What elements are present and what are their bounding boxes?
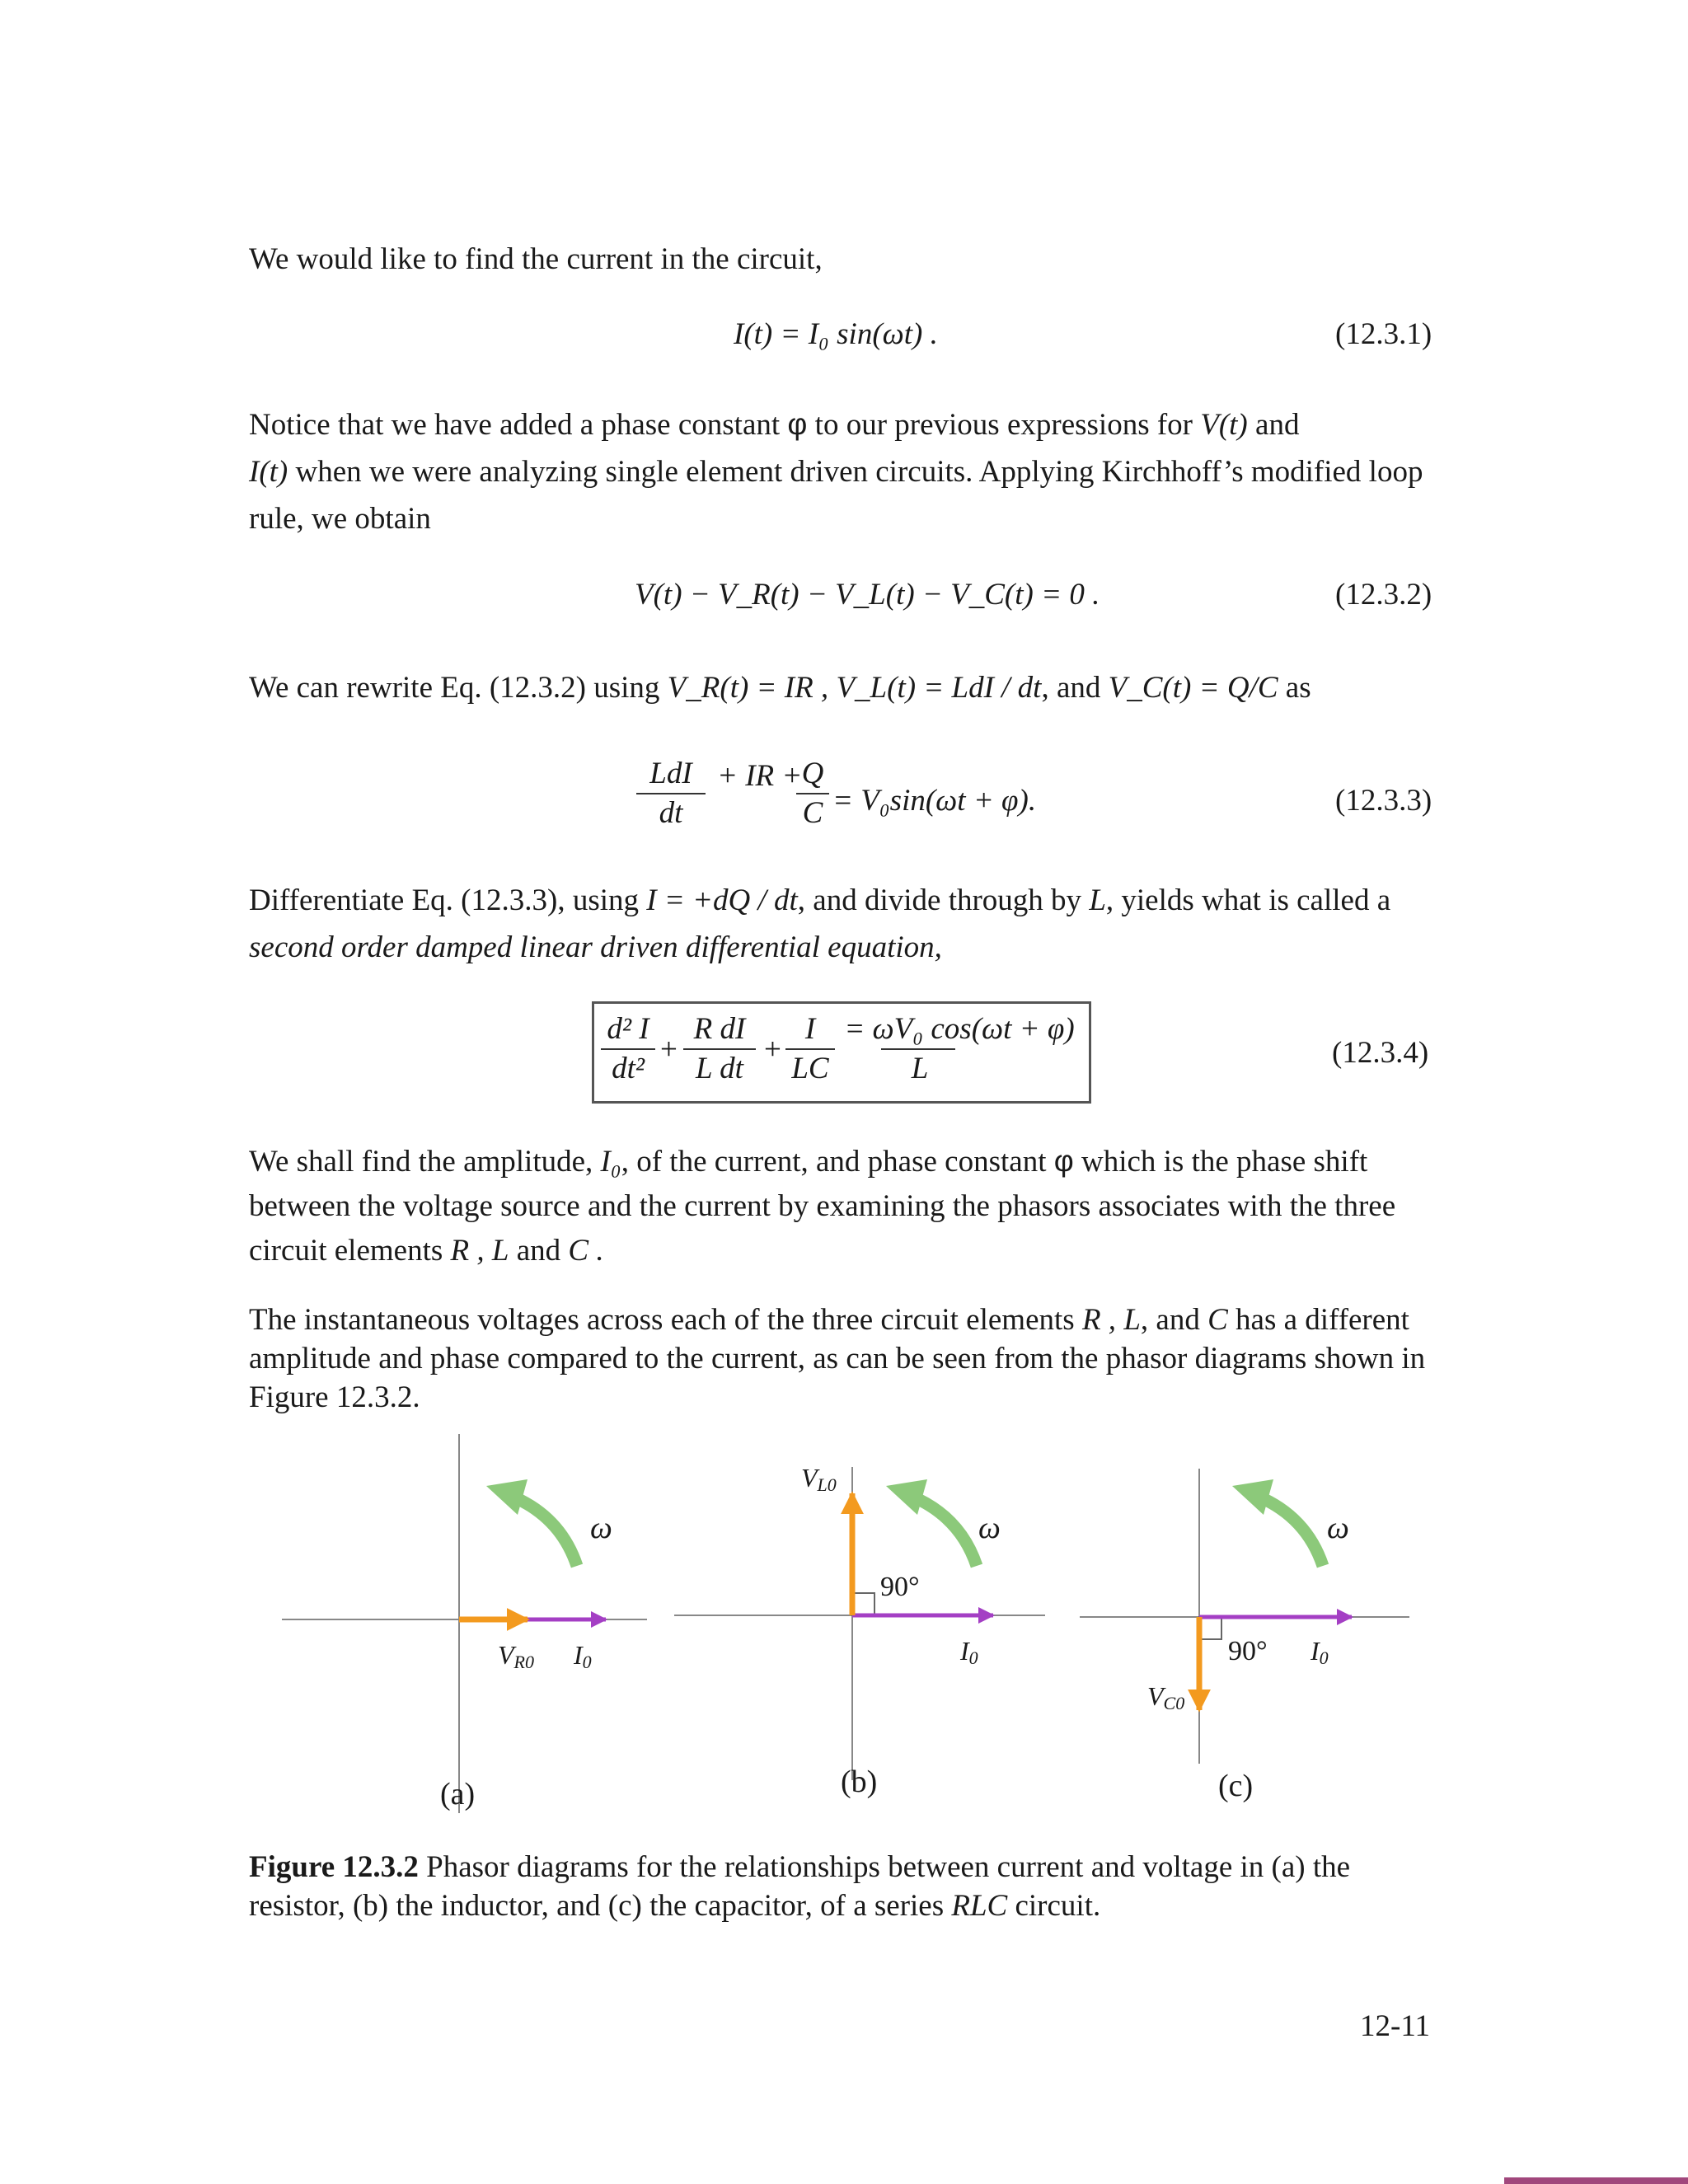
- symbol-i0: I₀: [600, 1145, 621, 1179]
- rotation-arrow-icon: [1257, 1496, 1323, 1566]
- equation-rhs: = V₀sin(ωt + φ).: [832, 784, 1037, 818]
- fraction-denominator: dt²: [612, 1052, 645, 1085]
- fraction-numerator: Q: [801, 757, 824, 790]
- fraction-denominator: dt: [659, 796, 683, 830]
- vector-symbol: I: [574, 1640, 583, 1670]
- phasor-panel-c: [1080, 1469, 1409, 1764]
- symbol-vt: V(t): [1200, 408, 1248, 442]
- angle-label-c: 90°: [1228, 1636, 1268, 1666]
- vector-symbol: I: [1311, 1636, 1320, 1666]
- emphasis-text: second order damped linear driven differential equation,: [249, 930, 942, 964]
- equation-term-ir: + IR +: [717, 759, 803, 793]
- vector-subscript: 0: [582, 1652, 592, 1672]
- text-span: Phasor diagrams for the relationships between current and voltage in (a) the resistor, (b) the inductor, and (c) the capacitor, of a series: [249, 1850, 1351, 1923]
- text-span: and: [509, 1234, 569, 1268]
- equation-number-12-3-2: (12.3.2): [1335, 578, 1432, 612]
- symbol-rlc: RLC: [951, 1889, 1008, 1923]
- vector-symbol: V: [1147, 1681, 1164, 1711]
- equation-number-12-3-4: (12.3.4): [1332, 1036, 1429, 1070]
- text-span: , and: [1041, 671, 1109, 705]
- fraction-denominator: L: [911, 1052, 929, 1085]
- voltage-label-a: [498, 1640, 534, 1673]
- rotation-arrowhead-icon: [486, 1479, 528, 1515]
- symbol-r: R ,: [450, 1234, 485, 1268]
- text-span: We can rewrite Eq. (12.3.2) using: [249, 671, 668, 705]
- vector-symbol: V: [498, 1640, 514, 1670]
- text-span: , and divide through by: [797, 883, 1090, 917]
- equation-number-12-3-1: (12.3.1): [1335, 317, 1432, 351]
- text-span: when we were analyzing single element driven circuits. Applying Kirchhoff’s modified loop rule, we obtain: [249, 455, 1423, 536]
- vector-subscript: C0: [1163, 1693, 1185, 1713]
- voltage-label-b: [801, 1463, 837, 1496]
- text-span: to our previous expressions for: [807, 408, 1201, 442]
- fraction-denominator: LC: [791, 1052, 829, 1085]
- fraction-numerator: = ωV₀ cos(ωt + φ): [844, 1012, 1075, 1046]
- text-span: as: [1278, 671, 1311, 705]
- text-span: and: [1247, 408, 1300, 442]
- text-span: The instantaneous voltages across each of the three circuit elements: [249, 1303, 1082, 1337]
- phasor-panel-a: [282, 1434, 647, 1813]
- text-span: , and: [1140, 1303, 1208, 1337]
- current-label-b: [960, 1636, 978, 1669]
- right-angle-marker: [1199, 1617, 1221, 1639]
- equation-vc: V_C(t) = Q/C: [1108, 671, 1278, 705]
- equation-vr: V_R(t) = IR ,: [667, 671, 829, 705]
- angle-label-b: 90°: [880, 1572, 920, 1602]
- plus-sign: +: [764, 1033, 781, 1066]
- omega-label-c: ω: [1327, 1511, 1349, 1545]
- panel-label-c: (c): [1218, 1769, 1254, 1803]
- text-span: Differentiate Eq. (12.3.3), using: [249, 883, 647, 917]
- panel-label-a: (a): [440, 1777, 476, 1811]
- symbol-l: L: [491, 1234, 509, 1268]
- vector-symbol: I: [960, 1636, 969, 1666]
- phi-symbol: φ: [787, 407, 808, 441]
- caption-label: Figure 12.3.2: [249, 1850, 419, 1884]
- vector-subscript: R0: [513, 1652, 534, 1672]
- page-number: 12-11: [1360, 2009, 1430, 2043]
- paragraph-intro: We would like to find the current in the circuit,: [249, 242, 823, 276]
- fraction-denominator: L dt: [696, 1052, 743, 1085]
- equation-12-3-1: I(t) = I₀ sin(ωt) .: [734, 317, 938, 351]
- omega-label-b: ω: [978, 1511, 1001, 1545]
- text-span: , of the current, and phase constant: [621, 1145, 1054, 1179]
- current-label-a: [574, 1640, 592, 1673]
- symbol-l: L: [1123, 1303, 1141, 1337]
- equation-12-3-2: V(t) − V_R(t) − V_L(t) − V_C(t) = 0 .: [635, 578, 1100, 612]
- vector-subscript: 0: [968, 1647, 978, 1668]
- fraction-numerator: d² I: [607, 1012, 649, 1046]
- equation-number-12-3-3: (12.3.3): [1335, 784, 1432, 818]
- omega-label-a: ω: [590, 1511, 612, 1545]
- text-span: has a different amplitude and phase compared to the current, as can be seen from the phasor diagrams shown in Figure 12.3.2.: [249, 1303, 1426, 1414]
- symbol-r: R ,: [1081, 1303, 1117, 1337]
- right-angle-marker: [852, 1593, 874, 1615]
- phi-symbol: φ: [1053, 1144, 1074, 1178]
- symbol-it: I(t): [249, 455, 288, 489]
- rotation-arrowhead-icon: [1232, 1479, 1273, 1515]
- rotation-arrow-icon: [911, 1496, 977, 1566]
- rotation-arrow-icon: [511, 1496, 577, 1566]
- rotation-arrowhead-icon: [886, 1479, 927, 1515]
- vector-symbol: V: [801, 1463, 818, 1493]
- vector-subscript: 0: [1319, 1647, 1329, 1668]
- symbol-c: C .: [568, 1234, 604, 1268]
- panel-label-b: (b): [841, 1765, 878, 1799]
- vector-subscript: L0: [817, 1474, 837, 1495]
- plus-sign: +: [660, 1033, 678, 1066]
- current-label-c: [1311, 1636, 1329, 1669]
- fraction-numerator: I: [804, 1012, 816, 1046]
- symbol-c: C: [1207, 1303, 1228, 1337]
- text-span: , yields what is called a: [1105, 883, 1391, 917]
- equation-vl: V_L(t) = LdI / dt: [836, 671, 1042, 705]
- text-span: circuit.: [1007, 1889, 1101, 1923]
- fraction-denominator: C: [802, 796, 823, 830]
- figure-caption: [249, 1848, 1452, 1925]
- bottom-accent-bar: [1504, 2177, 1688, 2184]
- fraction-numerator: R dI: [693, 1012, 746, 1046]
- text-span: We shall find the amplitude,: [249, 1145, 601, 1179]
- symbol-l: L: [1089, 883, 1106, 917]
- text-span: which is the phase shift between the voltage source and the current by examining the phasors associates with the three circuit elements: [249, 1145, 1396, 1268]
- equation-current-def: I = +dQ / dt: [646, 883, 798, 917]
- fraction-numerator: LdI: [649, 757, 692, 790]
- text-span: Notice that we have added a phase constant: [249, 408, 788, 442]
- voltage-label-c: [1147, 1681, 1184, 1714]
